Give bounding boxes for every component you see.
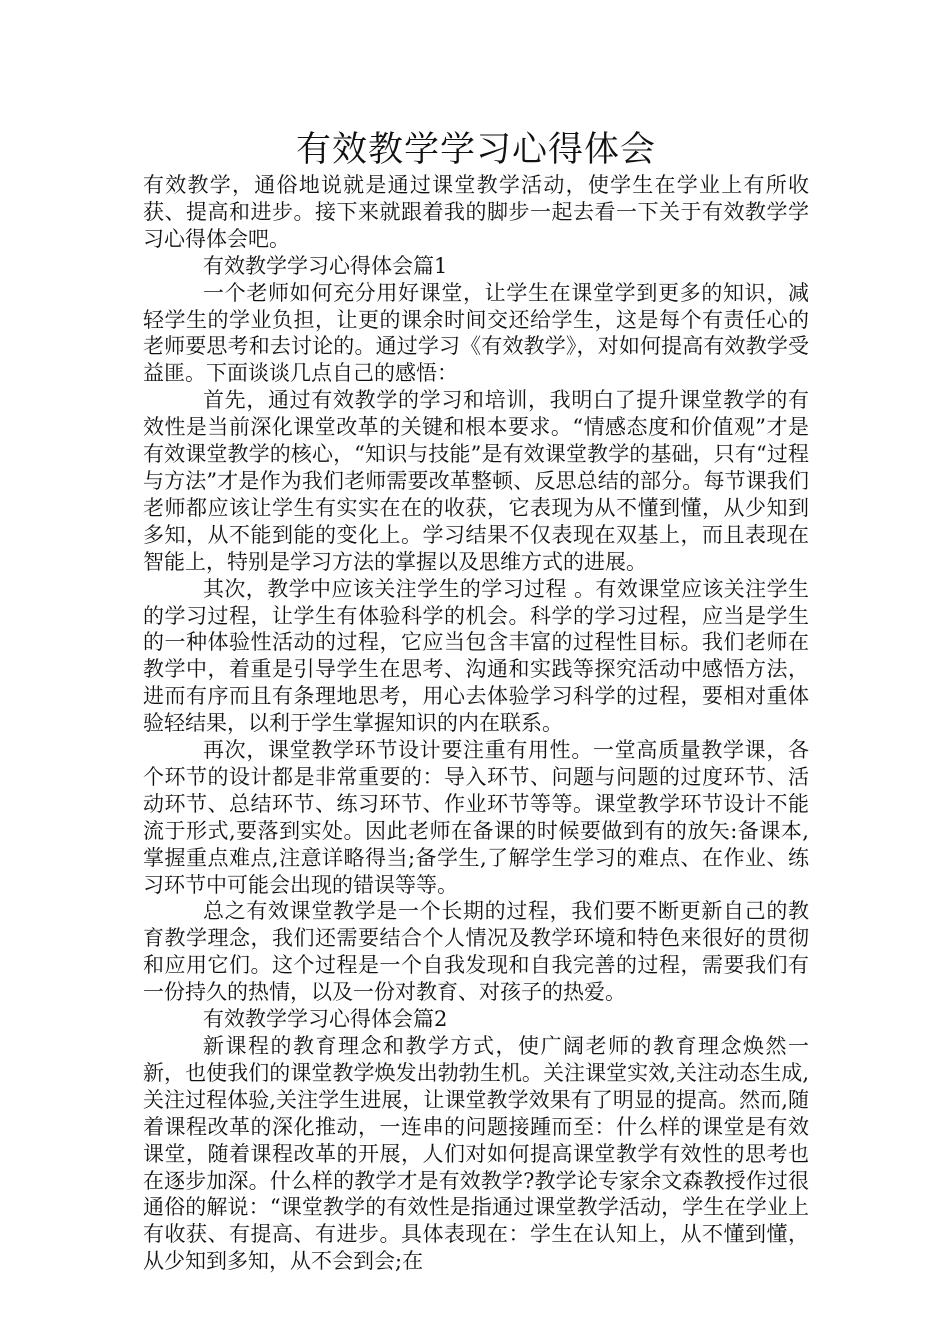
document-title: 有效教学学习心得体会 [295,130,656,170]
section-1-paragraph-5: 总之有效课堂教学是一个长期的过程，我们要不断更新自己的教育教学理念，我们还需要结合个人情况及教学环境和特色来很好的贯彻和应用它们。这个过程是一个自我发现和自我完善的过程，需要我们有一份持久的热情，以及一份对教育、对孩子的热爱。 [143,899,809,1005]
section-1-paragraph-2: 首先，通过有效教学的学习和培训，我明白了提升课堂教学的有效性是当前深化课堂改革的关键和根本要求。“情感态度和价值观”才是有效课堂教学的核心，“知识与技能”是有效课堂教学的基础，只有“过程与方法”才是作为我们老师需要改革整顿、反思总结的部分。每节课我们老师都应该让学生有实实在在的收获，它表现为从不懂到懂，从少知到多知，从不能到能的变化上。学习结果不仅表现在双基上，而且表现在智能上，特别是学习方法的掌握以及思维方式的进展。 [143,388,809,574]
document-page [143,128,809,1275]
section-1-paragraph-1: 一个老师如何充分用好课堂，让学生在课堂学到更多的知识，减轻学生的学业负担，让更的课余时间交还给学生，这是每个有责任心的老师要思考和去讨论的。通过学习《有效教学》，对如何提高有效教学受益匪。下面谈谈几点自己的感悟： [143,280,809,386]
section-2-heading: 有效教学学习心得体会篇2 [203,1007,448,1032]
section-1-paragraph-3: 其次，教学中应该关注学生的学习过程 。有效课堂应该关注学生的学习过程，让学生有体验科学的机会。科学的学习过程，应当是学生的一种体验性活动的过程，它应当包含丰富的过程性目标。我们老师在教学中，着重是引导学生在思考、沟通和实践等探究活动中感悟方法，进而有序而且有条理地思考，用心去体验学习科学的过程，要相对重体验轻结果，以利于学生掌握知识的内在联系。 [143,576,809,736]
section-1-paragraph-4: 再次，课堂教学环节设计要注重有用性。一堂高质量教学课，各个环节的设计都是非常重要的：导入环节、问题与问题的过度环节、活动环节、总结环节、练习环节、作业环节等等。课堂教学环节设计不能流于形式,要落到实处。因此老师在备课的时候要做到有的放矢:备课本,掌握重点难点,注意详略得当;备学生,了解学生学习的难点、在作业、练习环节中可能会出现的错误等等。 [143,738,809,897]
section-1-heading: 有效教学学习心得体会篇1 [203,253,448,278]
section-2-paragraph-1: 新课程的教育理念和教学方式，使广阔老师的教育理念焕然一新，也使我们的课堂教学焕发出勃勃生机。关注课堂实效,关注动态生成,关注过程体验,关注学生进展，让课堂教学效果有了明显的提高。然而,随着课程改革的深化推动，一连串的问题接踵而至：什么样的课堂是有效课堂，随着课程改革的开展，人们对如何提高课堂教学有效性的思考也在逐步加深。什么样的教学才是有效教学?教学论专家余文森教授作过很通俗的解说：“课堂教学的有效性是指通过课堂教学活动，学生在学业上有收获、有提高、有进步。具体表现在：学生在认知上，从不懂到懂，从少知到多知，从不会到会;在 [143,1034,809,1274]
intro-paragraph: 有效教学，通俗地说就是通过课堂教学活动，使学生在学业上有所收获、提高和进步。接下来就跟着我的脚步一起去看一下关于有效教学学习心得体会吧。 [143,173,809,251]
